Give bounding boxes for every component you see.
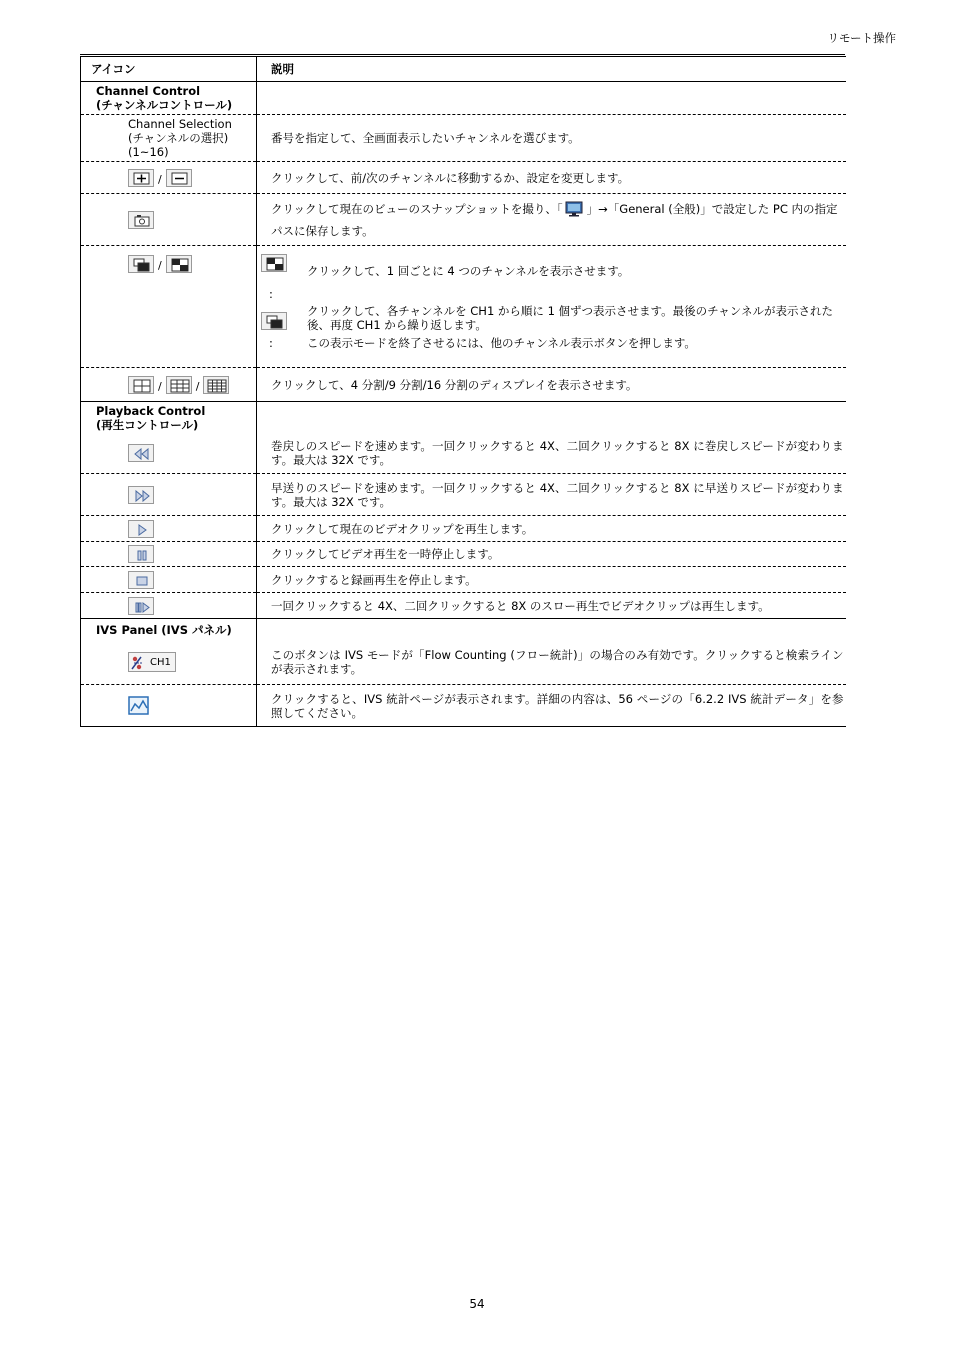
- channel-selection-desc: 番号を指定して、全画面表示したいチャンネルを選びます。: [257, 115, 846, 162]
- play-desc: クリックして現在のビデオクリップを再生します。: [257, 516, 846, 542]
- snapshot-desc: クリックして現在のビューのスナップショットを撮り、「 」→「General (全般)」で設定した PC 内の指定 パスに保存します。: [257, 194, 846, 246]
- sequence-single-icon[interactable]: [128, 255, 154, 273]
- fast-forward-desc: 早送りのスピードを速めます。一回クリックすると 4X、二回クリックすると 8X に早送りスピードが変わります。最大は 32X です。: [257, 474, 846, 516]
- sequence-desc: クリックして、1 回ごとに 4 つのチャンネルを表示させます。 : クリックして、各チャンネルを CH1 から順に 1 個ずつ表示させます。最後のチャンネルが表示された 後、再度 CH1 から繰り返します。 : この表示モードを終了させるには、他のチャンネル表示ボタンを押します。: [257, 246, 846, 368]
- top-rule: [80, 54, 845, 55]
- fast-forward-icon[interactable]: [128, 486, 154, 504]
- page-header-title: リモート操作: [827, 31, 896, 45]
- snapshot-icon[interactable]: [128, 211, 154, 229]
- flow-counting-desc: このボタンは IVS モードが「Flow Counting (フロー統計)」の場合のみ有効です。クリックすると検索ラインが表示されます。: [257, 641, 846, 685]
- page-number: 54: [469, 1297, 485, 1311]
- play-icon[interactable]: [128, 520, 154, 538]
- separator-slash: /: [195, 379, 200, 393]
- split4-icon[interactable]: [128, 376, 154, 394]
- sequence-quad-icon: [261, 254, 287, 272]
- pause-desc: クリックしてビデオ再生を一時停止します。: [257, 542, 846, 567]
- statistics-desc: クリックすると、IVS 統計ページが表示されます。詳細の内容は、56 ページの「6.2.2 IVS 統計データ」を参照してください。: [257, 685, 846, 727]
- split9-icon[interactable]: [166, 376, 192, 394]
- pause-icon[interactable]: [128, 545, 154, 563]
- prev-next-desc: クリックして、前/次のチャンネルに移動するか、設定を変更します。: [257, 162, 846, 194]
- separator-slash: /: [158, 172, 162, 186]
- section-ivs-panel: IVS Panel (IVS パネル): [81, 619, 257, 641]
- stop-desc: クリックすると録画再生を停止します。: [257, 567, 846, 593]
- slow-icon[interactable]: [128, 597, 154, 615]
- section-playback-control: Playback Control (再生コントロール): [81, 402, 257, 434]
- separator-slash: /: [158, 259, 162, 272]
- split16-icon[interactable]: [203, 376, 229, 394]
- monitor-settings-icon: [564, 201, 586, 217]
- separator-slash: /: [158, 379, 162, 393]
- flow-counting-label: CH1: [150, 657, 171, 669]
- rewind-desc: 巻戻しのスピードを速めます。一回クリックすると 4X、二回クリックすると 8X に巻戻しスピードが変わります。最大は 32X です。: [257, 434, 846, 474]
- split-desc: クリックして、4 分割/9 分割/16 分割のディスプレイを表示させます。: [257, 368, 846, 402]
- statistics-icon[interactable]: [128, 696, 150, 716]
- flow-counting-icon[interactable]: [128, 652, 176, 672]
- column-header-description: 説明: [257, 57, 846, 82]
- column-header-icon: アイコン: [81, 57, 257, 82]
- stop-icon[interactable]: [128, 571, 154, 589]
- sequence-quad-icon[interactable]: [166, 255, 192, 273]
- plus-icon[interactable]: [128, 169, 154, 187]
- rewind-icon[interactable]: [128, 444, 154, 462]
- slow-desc: 一回クリックすると 4X、二回クリックすると 8X のスロー再生でビデオクリップは再生します。: [257, 593, 846, 619]
- icon-description-table: [80, 56, 846, 727]
- minus-icon[interactable]: [166, 169, 192, 187]
- sequence-single-icon: [261, 312, 287, 330]
- section-channel-control: Channel Control (チャンネルコントロール): [81, 82, 257, 115]
- channel-selection-label: Channel Selection (チャンネルの選択) (1~16): [81, 115, 257, 162]
